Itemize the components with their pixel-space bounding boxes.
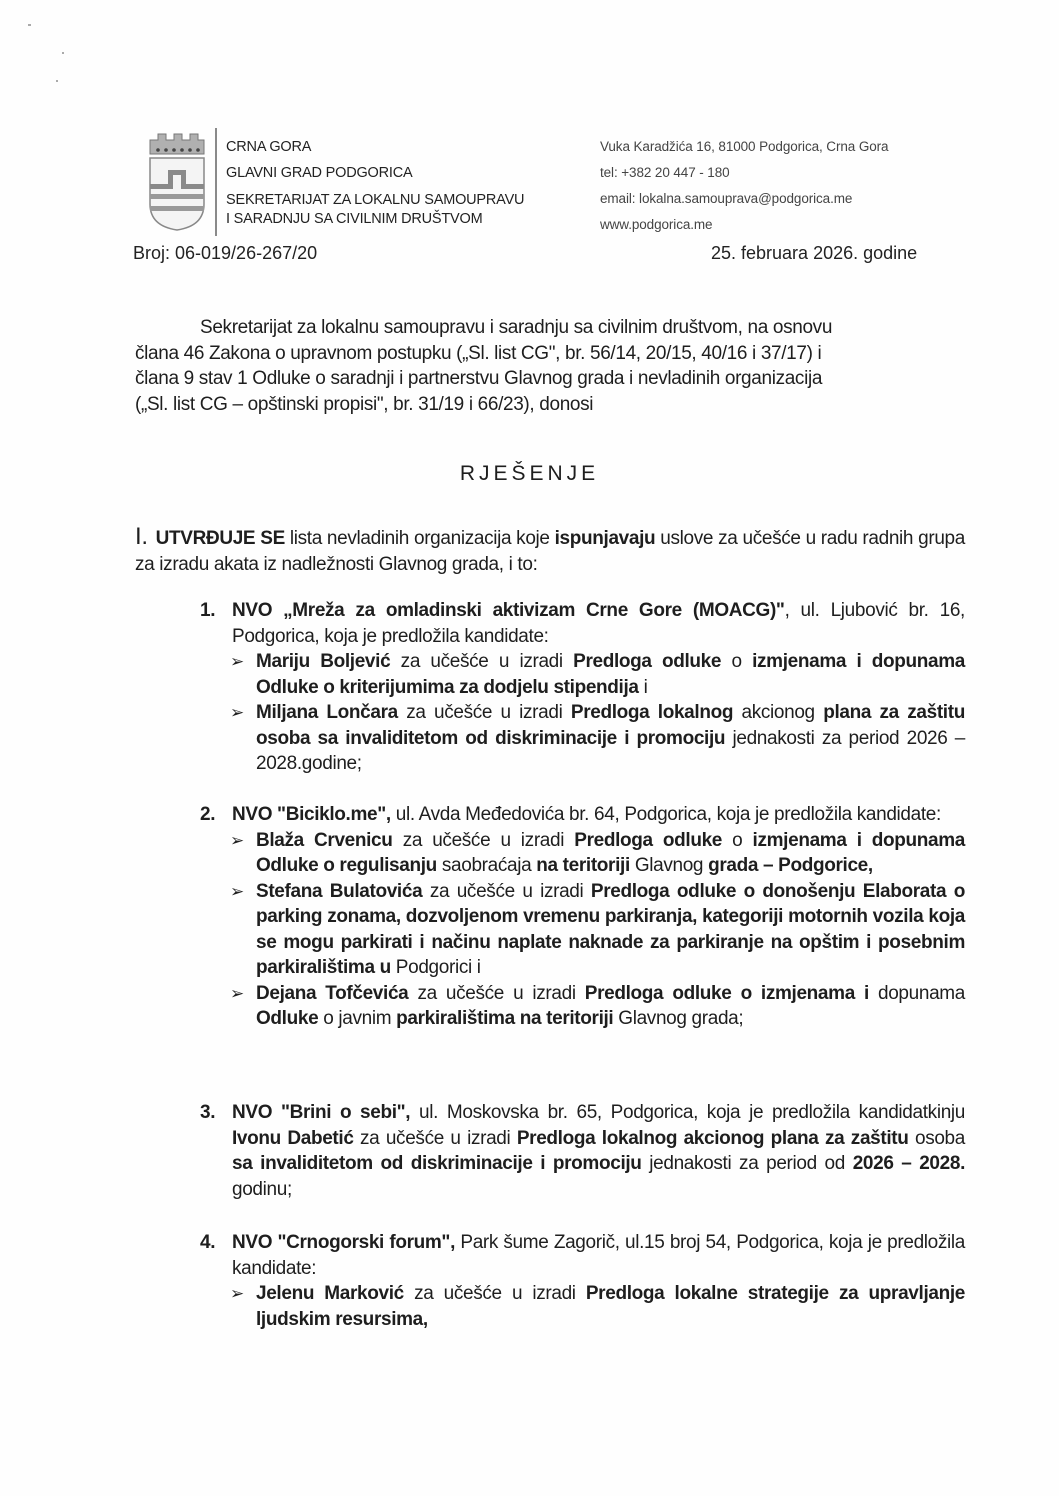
arrowhead-bullet-icon: ➢ bbox=[230, 983, 244, 1003]
org-name: NVO "Biciklo.me", bbox=[232, 804, 391, 825]
org-name: NVO "Brini o sebi", bbox=[232, 1102, 411, 1123]
text: godinu; bbox=[232, 1178, 292, 1200]
text: osoba bbox=[908, 1127, 965, 1149]
list-item bbox=[200, 802, 965, 1032]
header-divider bbox=[215, 128, 217, 236]
act-name: Predloga lokalnog akcionog plana za zaštitu bbox=[516, 1127, 909, 1149]
text: o javnim bbox=[318, 1008, 397, 1029]
scan-speck bbox=[62, 52, 64, 54]
period: 2026 – 2028. bbox=[852, 1153, 966, 1174]
scan-speck bbox=[28, 24, 31, 26]
text: o bbox=[722, 829, 753, 851]
arrowhead-bullet-icon: ➢ bbox=[230, 830, 244, 850]
act-name: Predloga lokalnog bbox=[570, 702, 734, 723]
text: saobraćaja bbox=[436, 855, 537, 876]
act-name: na teritoriji bbox=[536, 855, 630, 876]
act-name: Predloga odluke o donošenju Elaborata o parking zonama, dozvoljenom vremenu parkiranja, kategoriji motornih vozila koja se mogu parkirati i načinu naplate naknade za parkiranje na opštim i posebnim parkiralištima u bbox=[256, 880, 965, 978]
section-emphasis: ispunjavaju bbox=[554, 528, 656, 549]
text: za učešće u izradi bbox=[403, 1283, 586, 1304]
email[interactable]: email: lokalna.samouprava@podgorica.me bbox=[600, 191, 853, 206]
section-text: lista nevladinih organizacija koje bbox=[284, 528, 555, 549]
candidate-entry bbox=[200, 981, 965, 1032]
text: za učešće u izradi bbox=[397, 702, 571, 723]
org-line-secretariat-2: I SARADNJU SA CIVILNIM DRUŠTVOM bbox=[226, 211, 483, 227]
item-number: 2. bbox=[200, 804, 216, 825]
org-details: ul. Avda Međedovića br. 64, Podgorica, koja je predložila kandidate: bbox=[390, 804, 941, 825]
candidate-entry bbox=[200, 828, 965, 879]
section-lead: UTVRĐUJE SE bbox=[155, 528, 285, 549]
text: Glavnog bbox=[629, 855, 709, 876]
org-details: ul. Moskovska br. 65, Podgorica, koja je predložila kandidatkinju bbox=[410, 1102, 965, 1123]
candidate-name: Ivonu Dabetić bbox=[232, 1127, 354, 1149]
reference-number: Broj: 06-019/26-267/20 bbox=[133, 243, 318, 263]
org-name: NVO „Mreža za omladinski aktivizam Crne Gore (MOACG)" bbox=[232, 600, 785, 621]
org-line-secretariat: SEKRETARIJAT ZA LOKALNU SAMOUPRAVU bbox=[226, 192, 525, 208]
arrowhead-bullet-icon: ➢ bbox=[230, 652, 244, 671]
candidate-entry bbox=[200, 879, 965, 981]
act-name: izmjenama i dopunama Odluke o kriterijumima za dodjelu stipendija bbox=[256, 651, 965, 698]
candidate-name: Stefana Bulatovića bbox=[256, 880, 423, 902]
org-name: NVO "Crnogorski forum", bbox=[232, 1232, 456, 1253]
candidate-entry bbox=[200, 700, 965, 777]
org-line-country: CRNA GORA bbox=[226, 139, 312, 155]
item-number: 4. bbox=[200, 1232, 216, 1253]
text: Podgorici i bbox=[390, 957, 481, 978]
intro-paragraph bbox=[135, 315, 965, 417]
address: Vuka Karadžića 16, 81000 Podgorica, Crna Gora bbox=[600, 139, 889, 154]
section-numeral: I. bbox=[135, 523, 148, 550]
arrowhead-bullet-icon: ➢ bbox=[230, 881, 244, 901]
candidate-name: Blaža Crvenicu bbox=[256, 829, 393, 851]
list-item bbox=[200, 1230, 965, 1332]
org-details: Park šume Zagorič, ul.15 broj 54, Podgorica, koja je predložila kandidate: bbox=[232, 1232, 965, 1279]
act-name: sa invaliditetom od diskriminacije i promociju bbox=[232, 1153, 642, 1174]
act-name: izmjenama i dopunama Odluke o regulisanju bbox=[256, 829, 966, 876]
list-item bbox=[200, 598, 965, 777]
candidate-name: Miljana Lončara bbox=[256, 702, 398, 723]
text: i bbox=[638, 676, 648, 698]
document-date: 25. februara 2026. godine bbox=[711, 243, 918, 263]
org-details: , ul. Ljubović br. 16, Podgorica, koja je predložila kandidate: bbox=[232, 600, 965, 647]
text: Glavnog grada; bbox=[613, 1008, 744, 1029]
text: akcionog bbox=[733, 702, 824, 723]
candidate-name: Dejana Tofčevića bbox=[256, 982, 409, 1004]
org-line-city: GLAVNI GRAD PODGORICA bbox=[226, 165, 413, 181]
act-name: parkiralištima na teritoriji bbox=[396, 1008, 614, 1029]
phone: tel: +382 20 447 - 180 bbox=[600, 165, 730, 180]
text: za učešće u izradi bbox=[353, 1127, 517, 1149]
act-name: Predloga lokalne strategije za upravljanje ljudskim resursima, bbox=[256, 1283, 965, 1330]
arrowhead-bullet-icon: ➢ bbox=[230, 1284, 244, 1303]
act-name: Predloga odluke bbox=[574, 829, 723, 851]
text: za učešće u izradi bbox=[392, 829, 575, 851]
arrowhead-bullet-icon: ➢ bbox=[230, 703, 244, 722]
text: jednakosti za period od bbox=[641, 1153, 853, 1174]
document-title: RJEŠENJE bbox=[459, 462, 600, 485]
intro-line-2: člana 46 Zakona o upravnom postupku („Sl. list CG", br. 56/14, 20/15, 40/16 i 37/17) i bbox=[135, 342, 822, 364]
item-number: 1. bbox=[200, 600, 216, 621]
website-link[interactable]: www.podgorica.me bbox=[600, 217, 713, 232]
candidate-name: Jelenu Marković bbox=[256, 1283, 404, 1304]
section-text-2: uslove za učešće u radu radnih grupa za izradu akata iz nadležnosti Glavnog grada, i to: bbox=[135, 528, 965, 575]
text: o bbox=[721, 651, 753, 672]
act-name: Odluke bbox=[256, 1008, 319, 1029]
candidate-entry bbox=[200, 1281, 965, 1332]
intro-line-4: („Sl. list CG – opštinski propisi", br. 31/19 i 66/23), donosi bbox=[135, 393, 594, 415]
list-item bbox=[200, 1100, 965, 1202]
candidate-name: Mariju Boljević bbox=[256, 651, 391, 672]
item-number: 3. bbox=[200, 1102, 216, 1123]
intro-line-3: člana 9 stav 1 Odluke o saradnji i partnerstvu Glavnog grada i nevladinih organizacija bbox=[135, 368, 823, 389]
text: jednakosti za period 2026 – 2028.godine; bbox=[256, 727, 966, 774]
act-name: Predloga odluke bbox=[573, 651, 722, 672]
scan-speck bbox=[56, 80, 58, 82]
contact-block bbox=[600, 134, 888, 238]
section-1 bbox=[135, 524, 965, 577]
intro-line-1: Sekretarijat za lokalnu samoupravu i saradnju sa civilnim društvom, na osnovu bbox=[200, 317, 833, 338]
act-name: grada – Podgorice, bbox=[708, 855, 873, 876]
organization-block bbox=[226, 134, 524, 228]
act-name: plana za zaštitu osoba sa invaliditetom od diskriminacije i promociju bbox=[256, 702, 965, 749]
candidate-entry bbox=[200, 649, 965, 700]
text: dopunama bbox=[868, 982, 965, 1004]
text: za učešće u izradi bbox=[390, 651, 574, 672]
text: za učešće u izradi bbox=[422, 880, 591, 902]
act-name: Predloga odluke o izmjenama i bbox=[584, 982, 869, 1004]
text: za učešće u izradi bbox=[408, 982, 585, 1004]
city-coat-of-arms-icon bbox=[146, 130, 208, 232]
